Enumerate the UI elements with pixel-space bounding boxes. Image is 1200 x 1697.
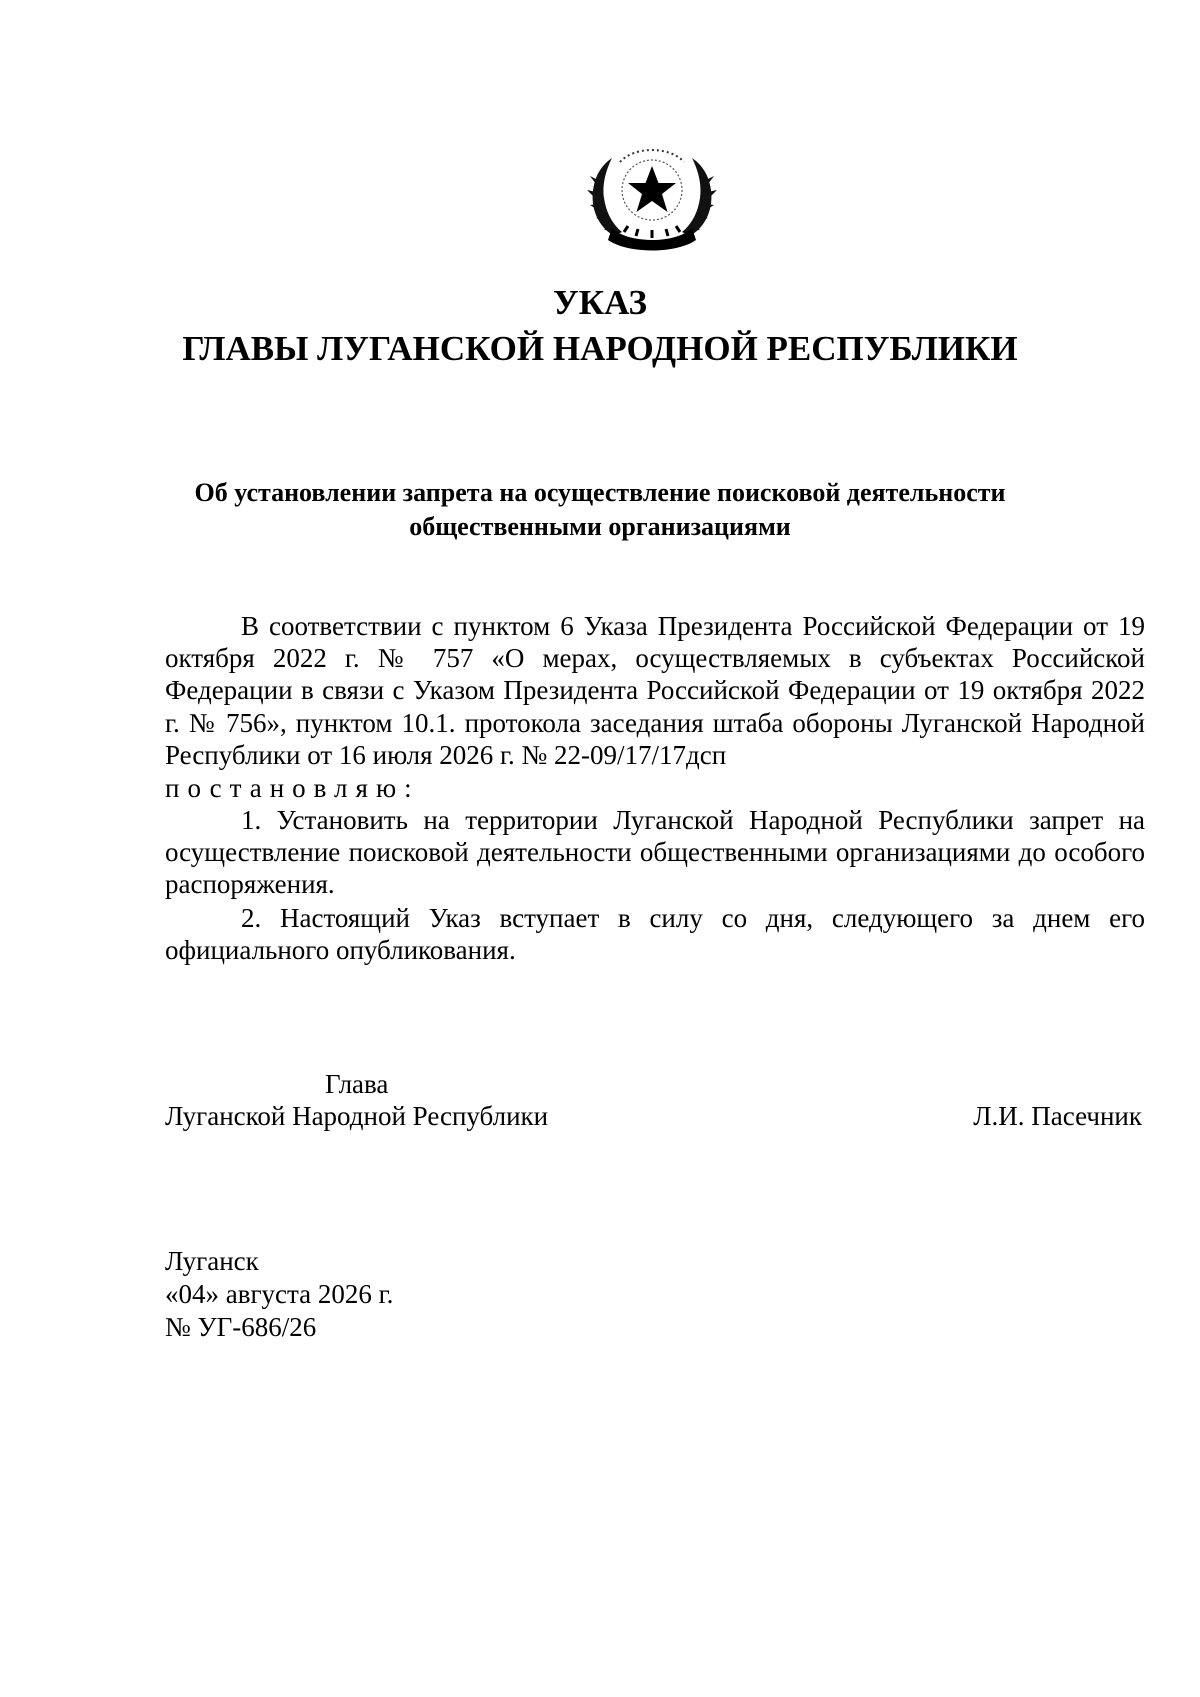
signatory-organization: Луганской Народной Республики xyxy=(165,1101,549,1131)
signatory-title: Глава xyxy=(325,1069,389,1099)
issue-place: Луганск xyxy=(165,1246,259,1276)
decree-item-1: 1. Установить на территории Луганской Народной Республики запрет на осуществление поисковой деятельности общественными организациями до особого распоряжения. xyxy=(165,805,1145,900)
subject-line-1: Об установлении запрета на осуществление поисковой деятельности xyxy=(194,478,1006,507)
coat-of-arms-icon xyxy=(584,140,720,252)
subject-line-2: общественными организациями xyxy=(409,512,791,541)
preamble-paragraph: В соответствии с пунктом 6 Указа Президента Российской Федерации от 19 октября 2022 г. № 757 «О мерах, осуществляемых в субъектах Российской Федерации в связи с Указом Президента Российской Федерации от 19 октября 2022 г. № 756», пунктом 10.1. протокола заседания штаба обороны Луганской Народной Республики от 16 июля 2026 г. № 22-09/17/17дсп xyxy=(165,611,1145,770)
doc-type-heading: УКАЗ xyxy=(553,283,647,322)
issue-date: «04» августа 2026 г. xyxy=(165,1279,394,1309)
document-number: № УГ-686/26 xyxy=(165,1312,317,1342)
signatory-name: Л.И. Пасечник xyxy=(973,1101,1142,1131)
document-subject xyxy=(160,476,1040,544)
issuer-heading: ГЛАВЫ ЛУГАНСКОЙ НАРОДНОЙ РЕСПУБЛИКИ xyxy=(182,329,1018,368)
document-title xyxy=(0,280,1200,372)
decree-item-2: 2. Настоящий Указ вступает в силу со дня, следующего за днем его официального опубликования. xyxy=(165,903,1145,966)
decree-word: постановляю: xyxy=(165,773,420,803)
